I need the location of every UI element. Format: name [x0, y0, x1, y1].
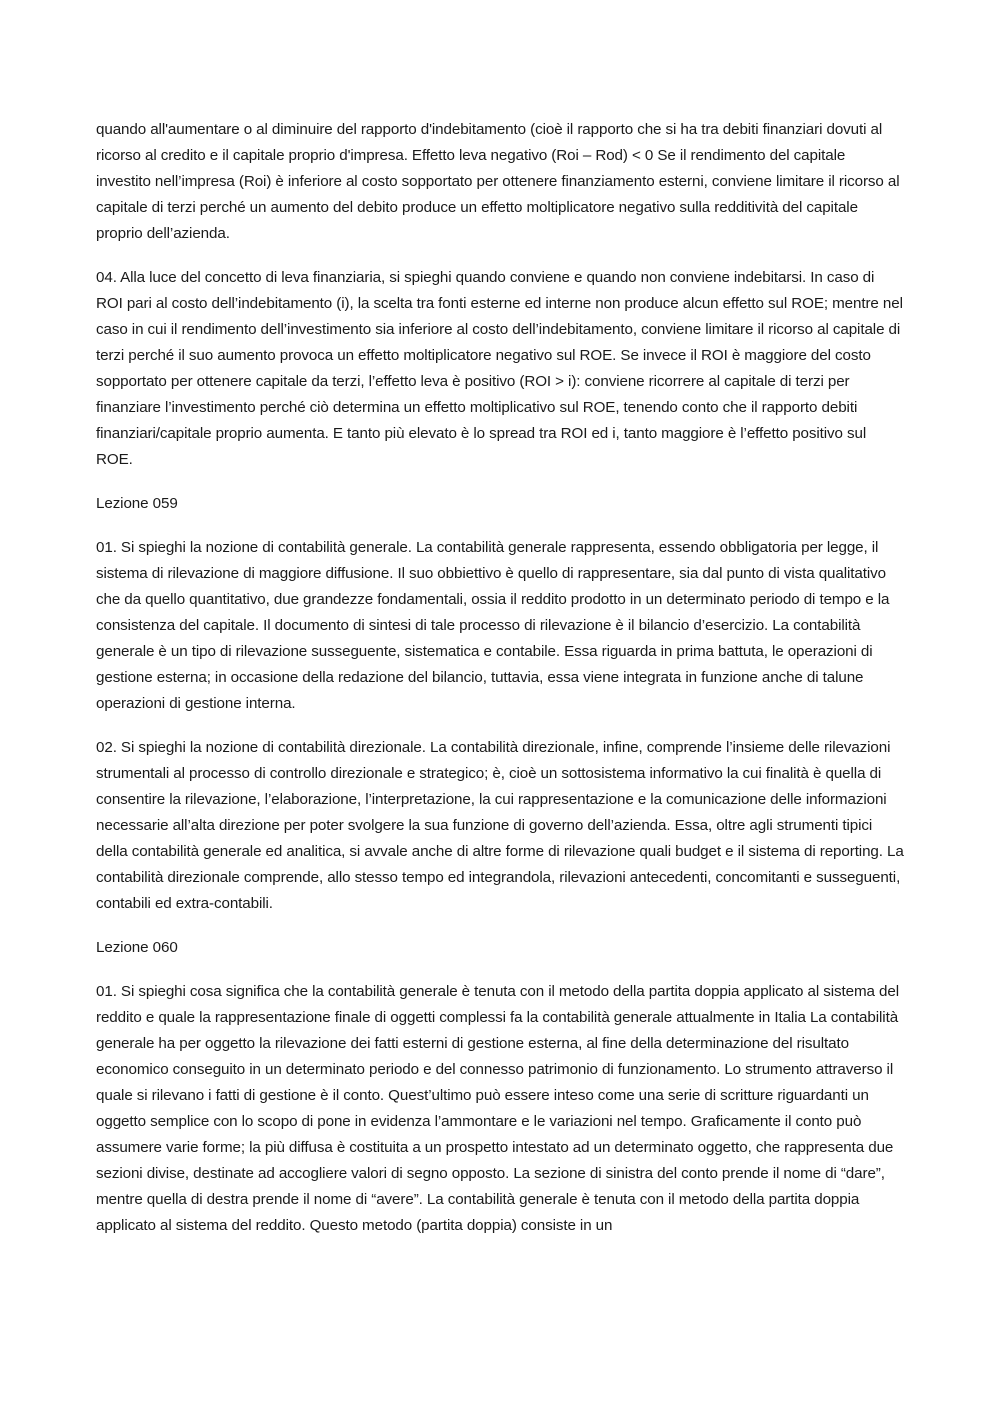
paragraph-partita-doppia: 01. Si spieghi cosa significa che la contabilità generale è tenuta con il metodo della partita doppia applicato al sistema del reddito e quale la rappresentazione finale di oggetti complessi fa la contabilità generale attualmente in Italia La contabilità generale ha per oggetto la rilevazione dei fatti esterni di gestione esterna, al fine della determinazione del risultato economico conseguito in un determinato periodo e del connesso patrimonio di funzionamento. Lo strumento attraverso il quale si rilevano i fatti di gestione è il conto. Quest’ultimo può essere inteso come una serie di scritture riguardanti un oggetto semplice con lo scopo di pone in evidenza l’ammontare e le variazioni nel tempo. Graficamente il conto può assumere varie forme; la più diffusa è costituita a un prospetto intestato ad un determinato oggetto, che rappresenta due sezioni divise, destinate ad accogliere valori di segno opposto. La sezione di sinistra del conto prende il nome di “dare”, mentre quella di destra prende il nome di “avere”. La contabilità generale è tenuta con il metodo della partita doppia applicato al sistema del reddito. Questo metodo (partita doppia) consiste in un — [96, 983, 899, 1234]
paragraph-leva-negativo: quando all'aumentare o al diminuire del rapporto d'indebitamento (cioè il rapporto che si ha tra debiti finanziari dovuti al ricorso al credito e il capitale proprio d'impresa. Effetto leva negativo (Roi – Rod) < 0 Se il rendimento del capitale investito nell’impresa (Roi) è inferiore al costo sopportato per ottenere finanziamento esterni, conviene limitare il ricorso al capitale di terzi perché un aumento del debito produce un effetto moltiplicatore negativo sulla redditività del capitale proprio dell’azienda. — [96, 121, 900, 242]
document-page — [96, 117, 904, 1257]
paragraph-contabilita-generale: 01. Si spieghi la nozione di contabilità generale. La contabilità generale rappresenta, essendo obbligatoria per legge, il sistema di rilevazione di maggiore diffusione. Il suo obbiettivo è quello di rappresentare, sia dal punto di vista qualitativo che da quello quantitativo, due grandezze fondamentali, ossia il reddito prodotto in un determinato periodo di tempo e la consistenza del capitale. Il documento di sintesi di tale processo di rilevazione è il bilancio d’esercizio. La contabilità generale è un tipo di rilevazione susseguente, sistematica e contabile. Essa riguarda in prima battuta, le operazioni di gestione esterna; in occasione della redazione del bilancio, tuttavia, essa viene integrata in funzione anche di talune operazioni di gestione interna. — [96, 539, 890, 712]
heading-lezione-060: Lezione 060 — [96, 939, 178, 956]
paragraph-contabilita-direzionale: 02. Si spieghi la nozione di contabilità direzionale. La contabilità direzionale, infine, comprende l’insieme delle rilevazioni strumentali al processo di controllo direzionale e strategico; è, cioè un sottosistema informativo la cui finalità è quella di consentire la rilevazione, l’elaborazione, l’interpretazione, la cui rappresentazione e la comunicazione delle informazioni necessarie all’alta direzione per poter svolgere la sua funzione di governo dell’azienda. Essa, oltre agli strumenti tipici della contabilità generale ed analitica, si avvale anche di altre forme di rilevazione quali budget e il sistema di reporting. La contabilità direzionale comprende, allo stesso tempo ed integrandola, rilevazioni antecedenti, concomitanti e susseguenti, contabili ed extra-contabili. — [96, 739, 904, 912]
paragraph-question-04: 04. Alla luce del concetto di leva finanziaria, si spieghi quando conviene e quando non conviene indebitarsi. In caso di ROI pari al costo dell’indebitamento (i), la scelta tra fonti esterne ed interne non produce alcun effetto sul ROE; mentre nel caso in cui il rendimento dell’investimento sia inferiore al costo dell’indebitamento, conviene limitare il ricorso al capitale di terzi perché il suo aumento provoca un effetto moltiplicatore negativo sul ROE. Se invece il ROI è maggiore del costo sopportato per ottenere capitale da terzi, l’effetto leva è positivo (ROI > i): conviene ricorrere al capitale di terzi per finanziare l’investimento perché ciò determina un effetto moltiplicativo sul ROE, tenendo conto che il rapporto debiti finanziari/capitale proprio aumenta. E tanto più elevato è lo spread tra ROI ed i, tanto maggiore è l’effetto positivo sul ROE. — [96, 269, 903, 468]
heading-lezione-059: Lezione 059 — [96, 495, 178, 512]
